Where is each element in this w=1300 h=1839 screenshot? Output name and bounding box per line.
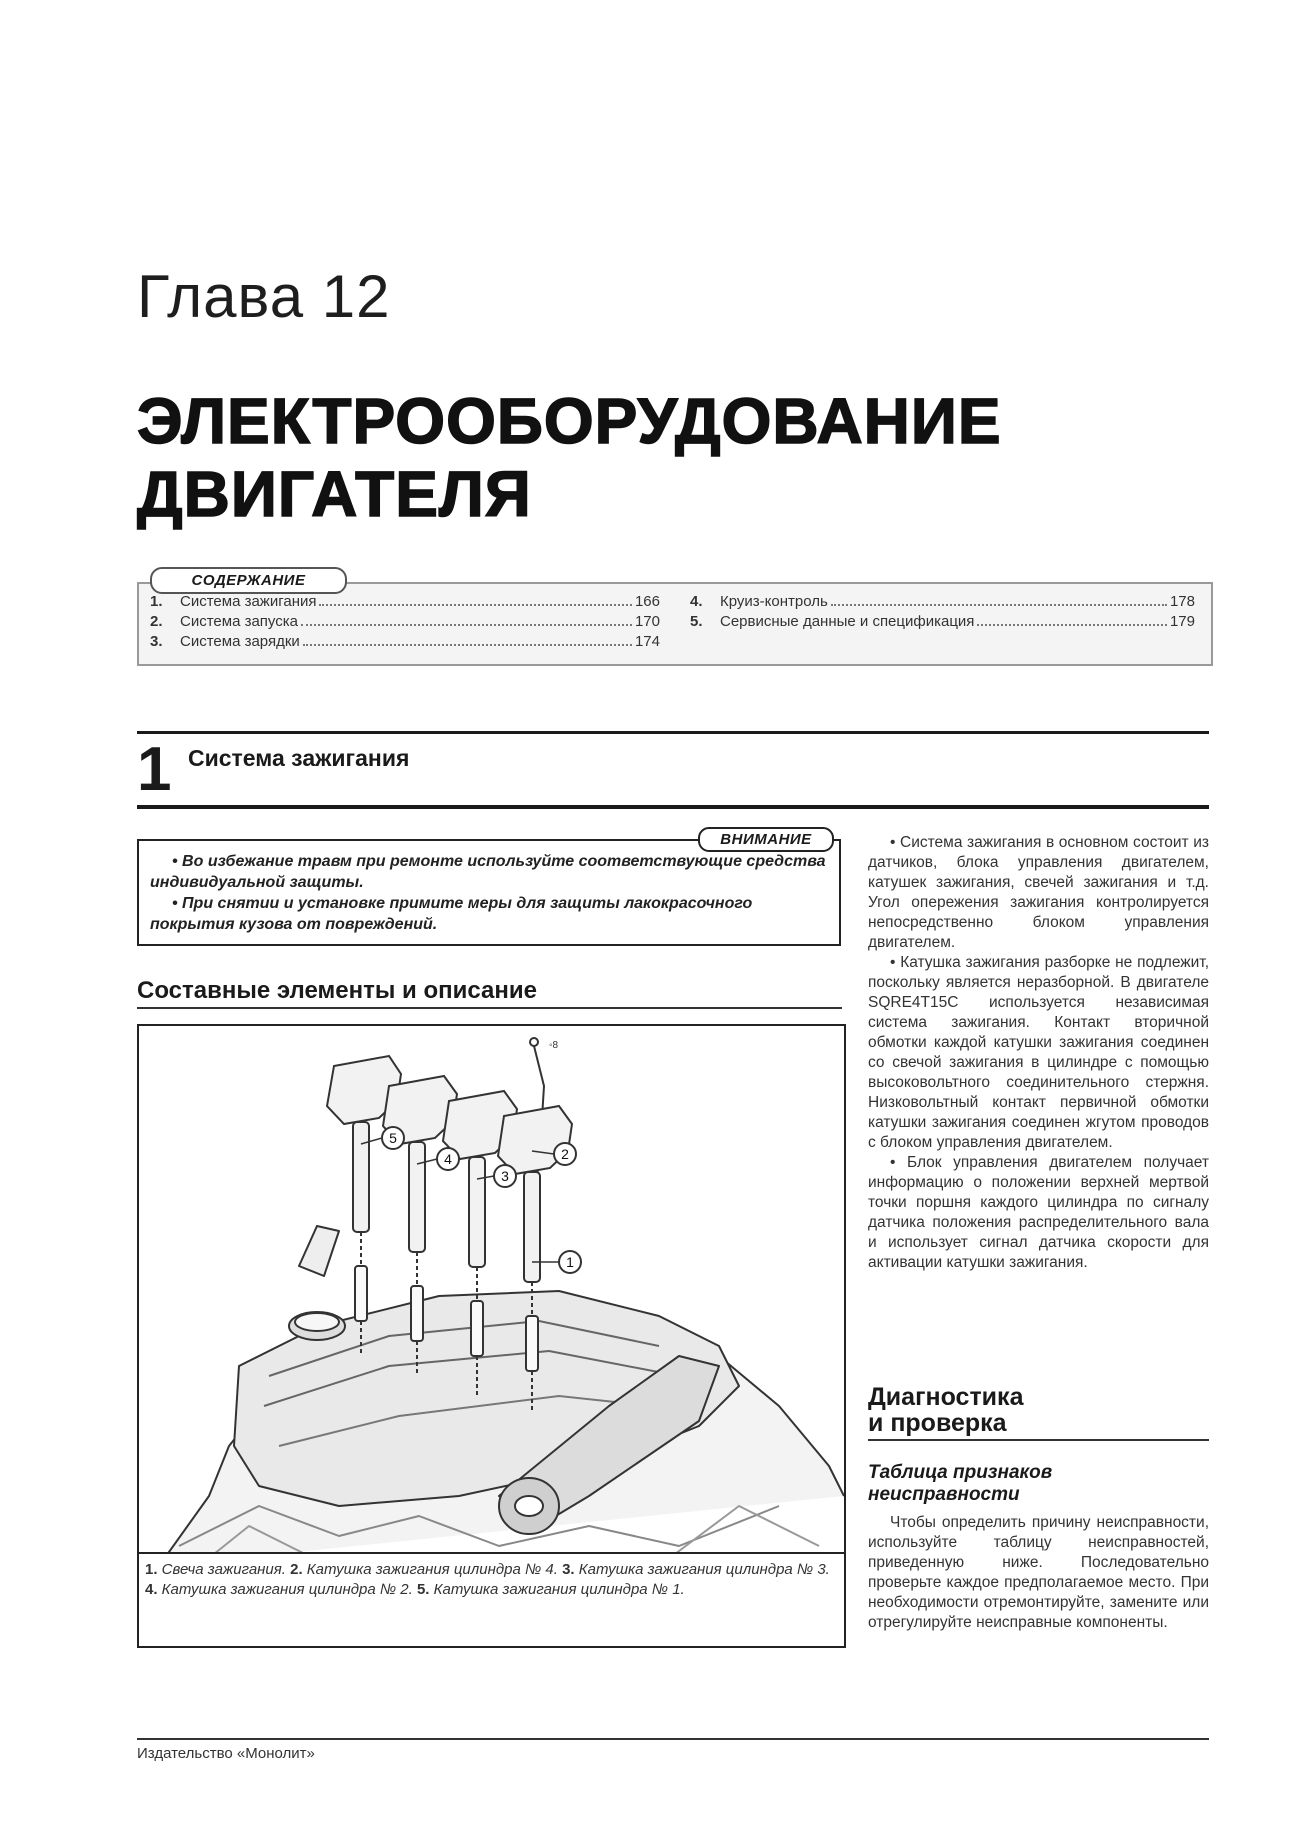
section-rule-bottom: [137, 805, 1209, 809]
toc-item-page: 178: [1169, 593, 1195, 610]
callout-5-label: 5: [389, 1130, 397, 1146]
section-title: Система зажигания: [188, 745, 410, 771]
toc-item-number: 3.: [150, 633, 163, 650]
description-paragraph: • Блок управления двигателем получает информацию о положении верхней мертвой точки поршня каждого цилиндра по сигналу датчика положения распределительного вала и использует сигнал датчика скорости для активации катушки зажигания.: [868, 1154, 1209, 1271]
diagnostics-paragraph: Чтобы определить причину неисправности, используйте таблицу неисправностей, приведенную ниже. Последовательно проверьте каждое предполагаемое место. При необходимости отремонтируйте, замените или отрегулируйте неисправные компоненты.: [868, 1514, 1209, 1631]
caption-num: 2.: [290, 1561, 303, 1578]
ignition-coil-4: [498, 1106, 572, 1316]
caption-text: Свеча зажигания.: [157, 1561, 291, 1578]
chapter-title-line2: ДВИГАТЕЛЯ: [137, 458, 532, 530]
chapter-title-line1: ЭЛЕКТРООБОРУДОВАНИЕ: [137, 385, 1002, 457]
callout-3: [494, 1165, 516, 1187]
toc-item[interactable]: [690, 612, 1195, 632]
warning-label: ВНИМАНИЕ: [698, 827, 834, 852]
toc-leader-dots: [319, 604, 631, 606]
toc-item-number: 4.: [690, 593, 703, 610]
toc-label: СОДЕРЖАНИЕ: [150, 567, 347, 594]
callout-4: [437, 1148, 459, 1170]
callout-2-label: 2: [561, 1146, 569, 1162]
callout-5: [382, 1127, 404, 1149]
warning-text: [150, 851, 830, 935]
toc-column-left: [150, 592, 660, 652]
caption-num: 3.: [562, 1561, 575, 1578]
fault-table-heading-line2: неисправности: [868, 1484, 1020, 1505]
toc-item-page: 170: [634, 613, 660, 630]
toc-item-page: 179: [1169, 613, 1195, 630]
toc-item[interactable]: [150, 632, 660, 652]
toc-item-number: 5.: [690, 613, 703, 630]
warning-item: • Во избежание травм при ремонте используйте соответствующие средства индивидуальной защиты.: [150, 853, 826, 891]
dipstick-arrow-label: ◦8: [549, 1040, 559, 1051]
callout-1: [559, 1251, 581, 1273]
chapter-label: Глава 12: [137, 263, 391, 330]
toc-item[interactable]: [150, 592, 660, 612]
section-rule-top: [137, 731, 1209, 734]
caption-text: Катушка зажигания цилиндра № 2.: [157, 1581, 417, 1598]
toc-item-title: Круиз-контроль: [720, 593, 828, 610]
toc-leader-dots: [303, 644, 632, 646]
callout-2: [554, 1143, 576, 1165]
diagnostics-heading-line2: и проверка: [868, 1409, 1007, 1437]
toc-item[interactable]: [690, 592, 1195, 612]
toc-item-title: Сервисные данные и спецификация: [720, 613, 975, 630]
callout-1-label: 1: [566, 1254, 574, 1270]
diagnostics-text: [868, 1513, 1209, 1633]
toc-item[interactable]: [150, 612, 660, 632]
footer-rule: [137, 1738, 1209, 1740]
toc-item-title: Система зажигания: [180, 593, 317, 610]
fault-table-heading: [868, 1462, 1209, 1506]
caption-text: Катушка зажигания цилиндра № 4.: [302, 1561, 563, 1578]
section-number: 1: [137, 735, 172, 804]
toc-item-number: 1.: [150, 593, 163, 610]
diagnostics-heading: [868, 1384, 1209, 1441]
chapter-title: [137, 385, 1137, 531]
description-column: [868, 833, 1209, 1273]
toc-item-page: 166: [634, 593, 660, 610]
toc-column-right: [690, 592, 1195, 632]
toc-item-page: 174: [634, 633, 660, 650]
caption-num: 5.: [416, 1581, 430, 1598]
ignition-coil-2: [383, 1076, 457, 1286]
toc-item-number: 2.: [150, 613, 163, 630]
caption-num: 4.: [145, 1581, 158, 1598]
callout-3-label: 3: [501, 1168, 509, 1184]
description-paragraph: • Катушка зажигания разборке не подлежит, поскольку является неразборной. В двигателе SQRE4T15C используется независимая система зажигания. Контакт вторичной обмотки каждой катушки зажигания соединен со свечой зажигания в цилиндре с помощью высоковольтного соединительного стержня. Низковольтный контакт первичной обмотки катушки зажигания соединен жгутом проводов с блоком управления двигателем.: [868, 954, 1209, 1151]
publisher-footer: Издательство «Монолит»: [137, 1745, 315, 1762]
caption-num: 1.: [145, 1561, 158, 1578]
warning-item: • При снятии и установке примите меры для защиты лакокрасочного покрытия кузова от повреждений.: [150, 895, 753, 933]
toc-item-title: Система запуска: [180, 613, 298, 630]
components-heading: Составные элементы и описание: [137, 977, 842, 1009]
fault-table-heading-line1: Таблица признаков: [868, 1462, 1053, 1483]
engine-figure: [137, 1024, 846, 1648]
toc-leader-dots: [977, 624, 1167, 626]
callout-4-label: 4: [444, 1151, 452, 1167]
engine-illustration: [139, 1026, 844, 1566]
description-paragraph: • Система зажигания в основном состоит из датчиков, блока управления двигателем, катушек зажигания, свечей зажигания и т.д. Угол опережения зажигания контролируется непосредственно блоком управления двигателем.: [868, 834, 1209, 951]
toc-item-title: Система зарядки: [180, 633, 300, 650]
toc-leader-dots: [831, 604, 1167, 606]
diagnostics-heading-line1: Диагностика: [868, 1383, 1024, 1411]
toc-leader-dots: [301, 624, 632, 626]
figure-caption: [139, 1552, 844, 1646]
caption-text: Катушка зажигания цилиндра № 1.: [429, 1581, 685, 1598]
caption-text: Катушка зажигания цилиндра № 3.: [574, 1561, 830, 1578]
